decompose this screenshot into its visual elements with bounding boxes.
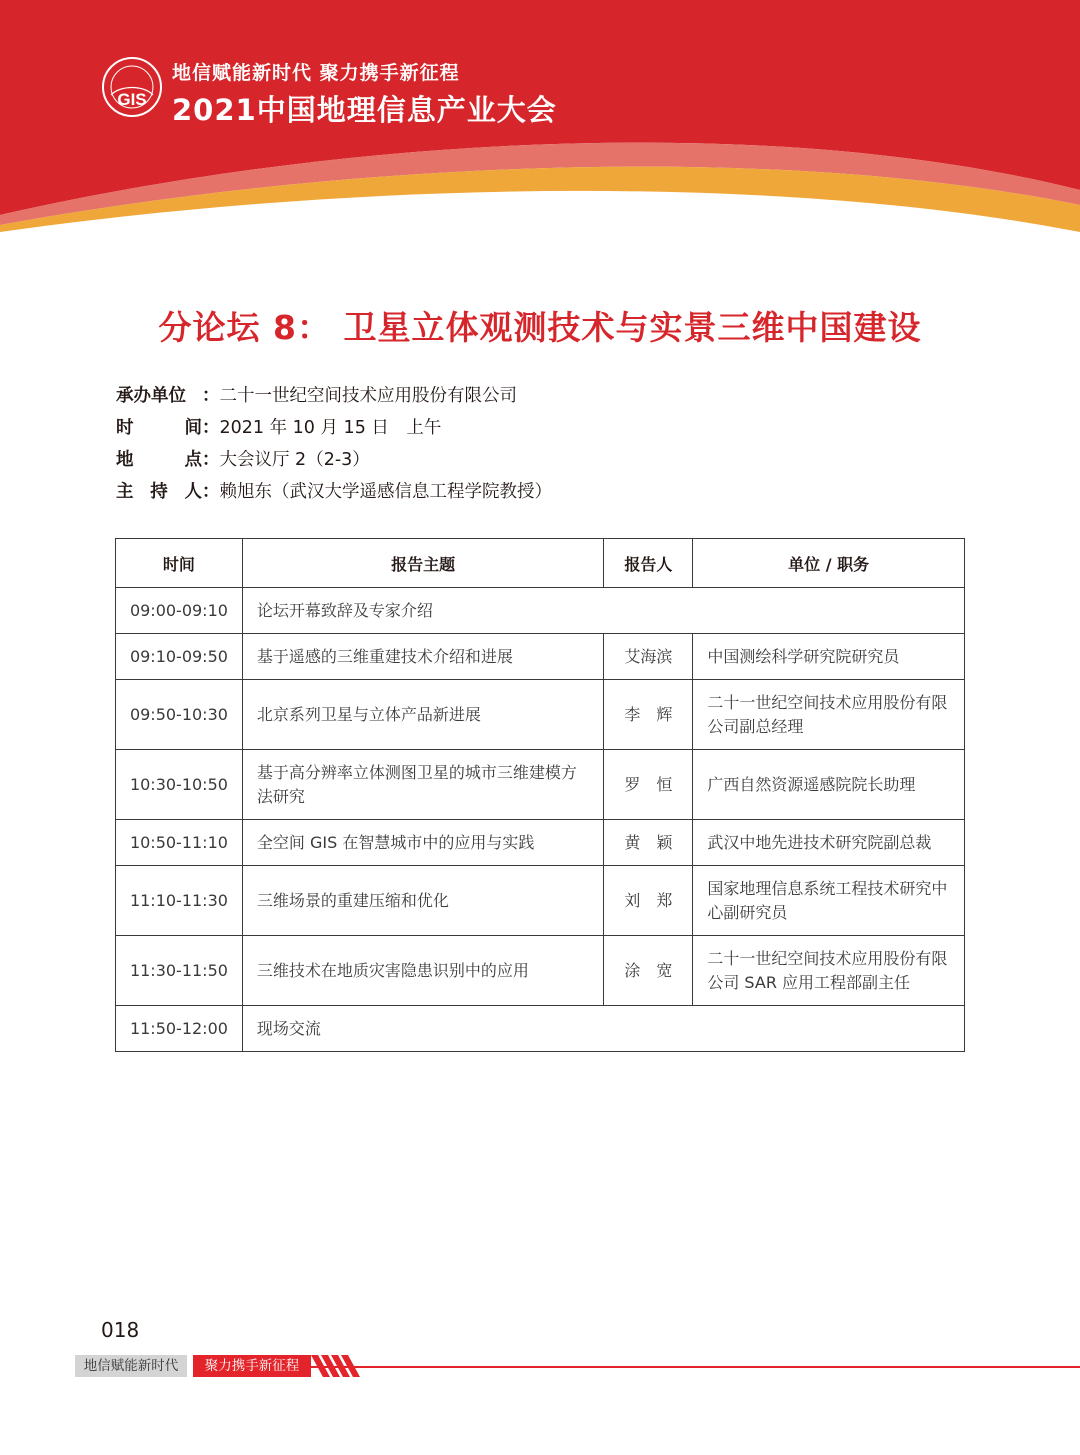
table-header-row — [116, 539, 965, 588]
cell-unit: 二十一世纪空间技术应用股份有限公司副总经理 — [693, 680, 965, 750]
cell-topic: 现场交流 — [242, 1006, 964, 1052]
cell-speaker: 刘 郑 — [604, 866, 693, 936]
header-topic: 报告主题 — [242, 539, 604, 588]
cell-topic: 全空间 GIS 在智慧城市中的应用与实践 — [242, 820, 604, 866]
schedule-table — [115, 538, 965, 1052]
table-row — [116, 750, 965, 820]
footer-right-label: 聚力携手新征程 — [193, 1355, 311, 1377]
cell-unit: 广西自然资源遥感院院长助理 — [693, 750, 965, 820]
cell-speaker: 李 辉 — [604, 680, 693, 750]
table-row — [116, 820, 965, 866]
cell-unit: 二十一世纪空间技术应用股份有限公司 SAR 应用工程部副主任 — [693, 936, 965, 1006]
table-row — [116, 866, 965, 936]
info-row-host: 主 持 人 ： 赖旭东（武汉大学遥感信息工程学院教授） — [116, 476, 552, 508]
info-label: 主 持 人 — [116, 482, 202, 502]
header-unit: 单位 / 职务 — [693, 539, 965, 588]
cell-speaker: 艾海滨 — [604, 634, 693, 680]
info-value: 大会议厅 2（2-3） — [219, 450, 370, 470]
header-speaker: 报告人 — [604, 539, 693, 588]
table-row — [116, 634, 965, 680]
header-slogan: 地信赋能新时代 聚力携手新征程 — [172, 62, 460, 84]
cell-unit: 武汉中地先进技术研究院副总裁 — [693, 820, 965, 866]
cell-time: 10:50-11:10 — [116, 820, 243, 866]
info-label: 时 间 — [116, 418, 202, 438]
forum-title: 分论坛 8： 卫星立体观测技术与实景三维中国建设 — [158, 308, 922, 347]
cell-time: 11:50-12:00 — [116, 1006, 243, 1052]
cell-topic: 北京系列卫星与立体产品新进展 — [242, 680, 604, 750]
footer-left-label: 地信赋能新时代 — [75, 1355, 187, 1377]
info-value: 赖旭东（武汉大学遥感信息工程学院教授） — [219, 482, 552, 502]
table-row — [116, 680, 965, 750]
cell-time: 11:30-11:50 — [116, 936, 243, 1006]
info-row-organizer: 承办单位 ： 二十一世纪空间技术应用股份有限公司 — [116, 380, 552, 412]
info-label: 地 点 — [116, 450, 202, 470]
cell-topic: 三维技术在地质灾害隐患识别中的应用 — [242, 936, 604, 1006]
cell-speaker: 黄 颖 — [604, 820, 693, 866]
info-label: 承办单位 — [116, 386, 186, 406]
cell-time: 10:30-10:50 — [116, 750, 243, 820]
table-row — [116, 936, 965, 1006]
info-row-venue: 地 点 ： 大会议厅 2（2-3） — [116, 444, 552, 476]
cell-unit: 国家地理信息系统工程技术研究中心副研究员 — [693, 866, 965, 936]
cell-time: 09:50-10:30 — [116, 680, 243, 750]
cell-time: 09:10-09:50 — [116, 634, 243, 680]
cell-topic: 论坛开幕致辞及专家介绍 — [242, 588, 964, 634]
cell-unit: 中国测绘科学研究院研究员 — [693, 634, 965, 680]
forum-info — [116, 380, 552, 508]
cell-topic: 基于高分辨率立体测图卫星的城市三维建模方法研究 — [242, 750, 604, 820]
table-row — [116, 1006, 965, 1052]
cell-speaker: 罗 恒 — [604, 750, 693, 820]
info-value: 2021 年 10 月 15 日 上午 — [219, 418, 442, 438]
conference-title: 2021中国地理信息产业大会 — [172, 93, 557, 127]
table-row — [116, 588, 965, 634]
page-number: 018 — [101, 1318, 140, 1342]
cell-topic: 三维场景的重建压缩和优化 — [242, 866, 604, 936]
header-time: 时间 — [116, 539, 243, 588]
cell-time: 09:00-09:10 — [116, 588, 243, 634]
cell-time: 11:10-11:30 — [116, 866, 243, 936]
cell-topic: 基于遥感的三维重建技术介绍和进展 — [242, 634, 604, 680]
logo-text: GIS — [117, 90, 147, 109]
cell-speaker: 涂 宽 — [604, 936, 693, 1006]
gis-logo — [100, 55, 164, 119]
info-value: 二十一世纪空间技术应用股份有限公司 — [219, 386, 517, 406]
info-row-time: 时 间 ： 2021 年 10 月 15 日 上午 — [116, 412, 552, 444]
